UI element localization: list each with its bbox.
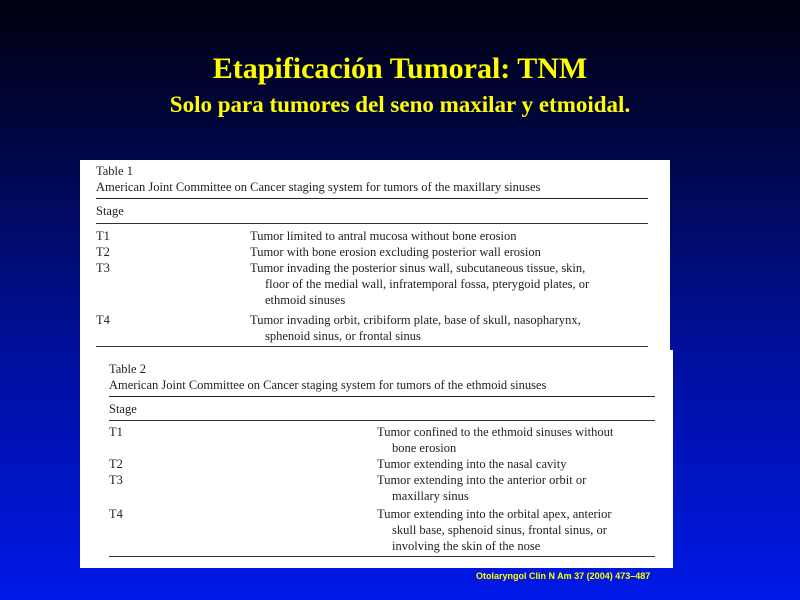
table-2 [97,358,673,568]
table-2-desc-t2-line1: Tumor extending into the nasal cavity [377,457,567,471]
table-2-caption: American Joint Committee on Cancer staging system for tumors of the ethmoid sinuses [109,378,547,392]
table-2-desc-t1-line2: bone erosion [392,441,457,455]
citation: Otolaryngol Clin N Am 37 (2004) 473–487 [476,571,651,581]
table-1-header: Stage [96,204,124,218]
table-1-caption: American Joint Committee on Cancer staging system for tumors of the maxillary sinuses [96,180,541,194]
table-2-desc-t4-line2: skull base, sphenoid sinus, frontal sinus, or [392,523,607,537]
table-2-desc-t4-line3: involving the skin of the nose [392,539,541,553]
table-1-desc-t4-line1: Tumor invading orbit, cribiform plate, base of skull, nasopharynx, [250,313,581,327]
table-1-rule-top [96,198,648,199]
table-1 [80,160,670,350]
table-2-stage-t2: T2 [109,457,123,471]
table-1-rule-header [96,223,648,224]
table-2-stage-t3: T3 [109,473,123,487]
table-1-stage-t3: T3 [96,261,110,275]
table-2-label: Table 2 [109,362,146,376]
table-2-rule-bottom [109,556,655,557]
table-1-label: Table 1 [96,164,133,178]
table-2-rule-top [109,396,655,397]
table-1-desc-t3-line2: floor of the medial wall, infratemporal fossa, pterygoid plates, or [265,277,590,291]
table-1-desc-t3-line3: ethmoid sinuses [265,293,346,307]
table-2-stage-t1: T1 [109,425,123,439]
table-2-desc-t3-line1: Tumor extending into the anterior orbit or [377,473,587,487]
table-1-rule-bottom [96,346,648,347]
table-1-stage-t2: T2 [96,245,110,259]
table-1-stage-t4: T4 [96,313,110,327]
table-2-desc-t4-line1: Tumor extending into the orbital apex, anterior [377,507,612,521]
table-2-desc-t1-line1: Tumor confined to the ethmoid sinuses without [377,425,614,439]
table-2-rule-header [109,420,655,421]
table-1-desc-t2-line1: Tumor with bone erosion excluding posterior wall erosion [250,245,541,259]
table-1-desc-t3-line1: Tumor invading the posterior sinus wall, subcutaneous tissue, skin, [250,261,586,275]
table-1-stage-t1: T1 [96,229,110,243]
slide-subtitle: Solo para tumores del seno maxilar y etmoidal. [169,92,631,117]
table-1-desc-t1-line1: Tumor limited to antral mucosa without bone erosion [250,229,517,243]
table-2-stage-t4: T4 [109,507,123,521]
slide-title: Etapificación Tumoral: TNM [212,52,588,85]
table-1-desc-t4-line2: sphenoid sinus, or frontal sinus [265,329,421,343]
table-2-header: Stage [109,402,137,416]
table-2-desc-t3-line2: maxillary sinus [392,489,469,503]
